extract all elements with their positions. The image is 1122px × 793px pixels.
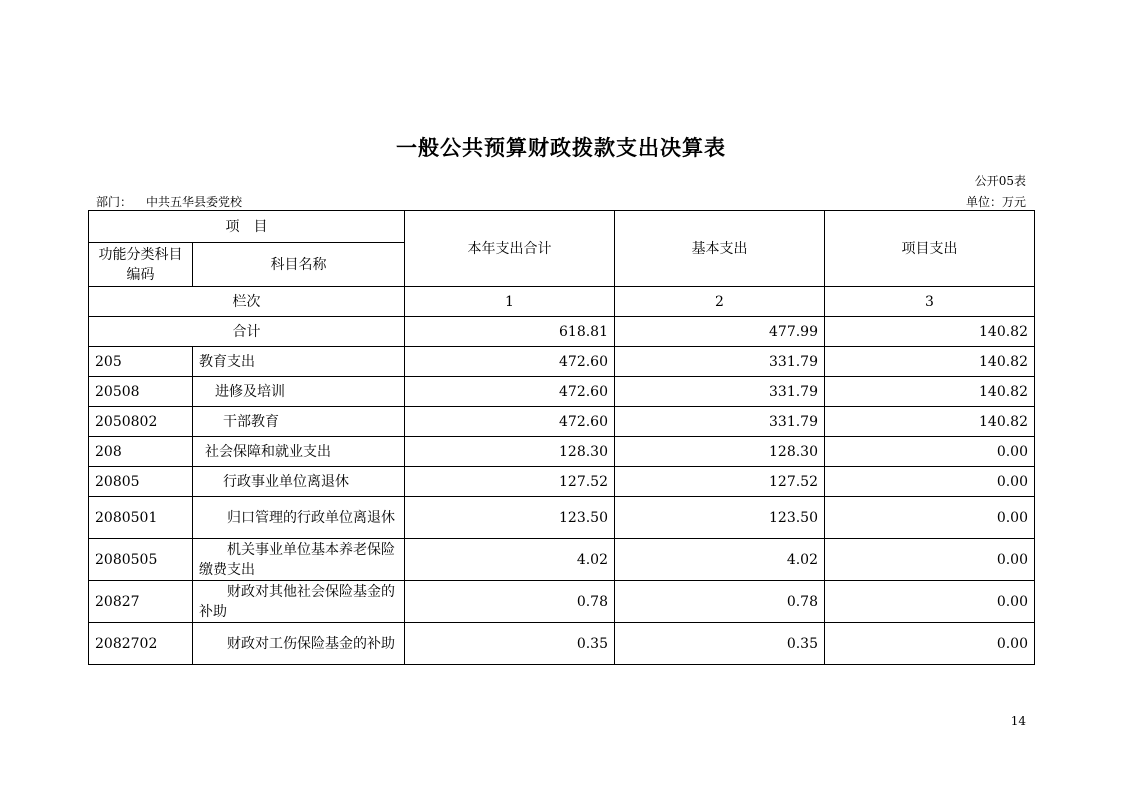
table-row bbox=[89, 623, 1035, 665]
row-name: 归口管理的行政单位离退休 bbox=[193, 497, 405, 539]
department-label: 部门： bbox=[96, 195, 133, 209]
table-row bbox=[89, 347, 1035, 377]
row-basic: 123.50 bbox=[615, 497, 825, 539]
row-basic: 0.35 bbox=[615, 623, 825, 665]
row-project: 0.00 bbox=[825, 437, 1035, 467]
row-project: 0.00 bbox=[825, 581, 1035, 623]
row-total: 123.50 bbox=[405, 497, 615, 539]
lanci-idx-1: 1 bbox=[405, 287, 615, 317]
header-row-1 bbox=[89, 211, 1035, 243]
unit-label: 单位：万元 bbox=[965, 195, 1026, 209]
table-row bbox=[89, 467, 1035, 497]
row-project: 140.82 bbox=[825, 407, 1035, 437]
total-label: 合计 bbox=[89, 317, 405, 347]
row-total: 4.02 bbox=[405, 539, 615, 581]
row-code: 2080501 bbox=[89, 497, 193, 539]
lanci-row bbox=[89, 287, 1035, 317]
row-basic: 331.79 bbox=[615, 377, 825, 407]
page-number: 14 bbox=[1010, 714, 1026, 728]
table-number: 公开05表 bbox=[974, 174, 1026, 188]
row-code: 2050802 bbox=[89, 407, 193, 437]
header-item: 项 目 bbox=[89, 211, 405, 243]
table-row bbox=[89, 497, 1035, 539]
row-basic: 0.78 bbox=[615, 581, 825, 623]
row-project: 0.00 bbox=[825, 623, 1035, 665]
row-total: 0.35 bbox=[405, 623, 615, 665]
row-name: 财政对其他社会保险基金的补助 bbox=[193, 581, 405, 623]
row-name: 行政事业单位离退休 bbox=[193, 467, 405, 497]
table-row bbox=[89, 377, 1035, 407]
row-name: 进修及培训 bbox=[193, 377, 405, 407]
total-value: 618.81 bbox=[405, 317, 615, 347]
row-code: 2082702 bbox=[89, 623, 193, 665]
row-name: 财政对工伤保险基金的补助 bbox=[193, 623, 405, 665]
row-code: 20508 bbox=[89, 377, 193, 407]
row-project: 0.00 bbox=[825, 497, 1035, 539]
row-basic: 331.79 bbox=[615, 347, 825, 377]
table-row bbox=[89, 539, 1035, 581]
row-code: 20827 bbox=[89, 581, 193, 623]
header-project: 项目支出 bbox=[825, 211, 1035, 287]
row-name: 教育支出 bbox=[193, 347, 405, 377]
total-row bbox=[89, 317, 1035, 347]
row-name: 干部教育 bbox=[193, 407, 405, 437]
row-name: 机关事业单位基本养老保险缴费支出 bbox=[193, 539, 405, 581]
row-total: 0.78 bbox=[405, 581, 615, 623]
row-total: 128.30 bbox=[405, 437, 615, 467]
row-total: 127.52 bbox=[405, 467, 615, 497]
page-title: 一般公共预算财政拨款支出决算表 bbox=[396, 135, 726, 160]
row-project: 140.82 bbox=[825, 377, 1035, 407]
total-project: 140.82 bbox=[825, 317, 1035, 347]
header-subject-name: 科目名称 bbox=[193, 243, 405, 287]
row-total: 472.60 bbox=[405, 347, 615, 377]
lanci-label: 栏次 bbox=[89, 287, 405, 317]
row-total: 472.60 bbox=[405, 407, 615, 437]
row-name: 社会保障和就业支出 bbox=[193, 437, 405, 467]
row-basic: 127.52 bbox=[615, 467, 825, 497]
total-basic: 477.99 bbox=[615, 317, 825, 347]
row-basic: 128.30 bbox=[615, 437, 825, 467]
lanci-idx-2: 2 bbox=[615, 287, 825, 317]
table-row bbox=[89, 407, 1035, 437]
row-code: 2080505 bbox=[89, 539, 193, 581]
header-func-code: 功能分类科目编码 bbox=[89, 243, 193, 287]
row-basic: 331.79 bbox=[615, 407, 825, 437]
lanci-idx-3: 3 bbox=[825, 287, 1035, 317]
row-basic: 4.02 bbox=[615, 539, 825, 581]
row-project: 140.82 bbox=[825, 347, 1035, 377]
header-basic: 基本支出 bbox=[615, 211, 825, 287]
row-total: 472.60 bbox=[405, 377, 615, 407]
row-code: 20805 bbox=[89, 467, 193, 497]
header-total: 本年支出合计 bbox=[405, 211, 615, 287]
department-line bbox=[96, 193, 256, 210]
row-project: 0.00 bbox=[825, 467, 1035, 497]
table-row bbox=[89, 437, 1035, 467]
table-row bbox=[89, 581, 1035, 623]
row-project: 0.00 bbox=[825, 539, 1035, 581]
row-code: 208 bbox=[89, 437, 193, 467]
department-name: 中共五华县委党校 bbox=[146, 195, 243, 209]
row-code: 205 bbox=[89, 347, 193, 377]
expenditure-table bbox=[88, 210, 1035, 665]
